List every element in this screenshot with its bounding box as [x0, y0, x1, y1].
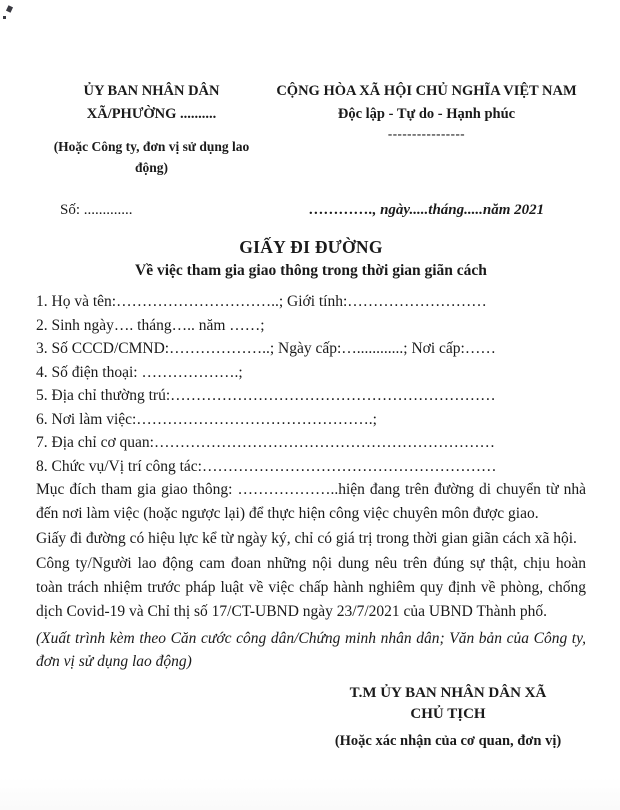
- commitment-paragraph: Công ty/Người lao động cam đoan những nội dung nêu trên đúng sự thật, chịu hoàn toàn trách nhiệm trước pháp luật về việc chấp hành nghiêm quy định về phòng, chống dịch Covid-19 và Chỉ thị số 17/CT-UBND ngày 23/7/2021 của UBND Thành phố.: [36, 555, 586, 620]
- field-office-address: 7. Địa chỉ cơ quan:…………………………………………………………: [36, 434, 495, 451]
- document-meta-row: [36, 202, 586, 219]
- document-date: …………., ngày.....tháng.....năm 2021: [308, 202, 545, 218]
- scan-ink-speck: [3, 16, 6, 19]
- purpose-paragraph: Mục đích tham gia giao thông: ………………..hiện đang trên đường di chuyển từ nhà đến nơi làm việc (hoặc ngược lại) để thực hiện công việc chuyên môn được giao.: [36, 481, 586, 522]
- field-position: 8. Chức vụ/Vị trí công tác:…………………………………………………: [36, 457, 497, 475]
- document-subtitle: Về việc tham gia giao thông trong thời gian giãn cách: [135, 262, 487, 279]
- document-number: Số: .............: [60, 202, 133, 218]
- presentation-note: (Xuất trình kèm theo Căn cước công dân/Chứng minh nhân dân; Văn bản của Công ty, đơn vị sử dụng lao động): [36, 630, 586, 670]
- validity-paragraph: Giấy đi đường có hiệu lực kể từ ngày ký, chỉ có giá trị trong thời gian giãn cách xã hội.: [36, 530, 577, 547]
- issuing-authority-line2: XÃ/PHƯỜNG ..........: [86, 106, 217, 122]
- form-fields: [36, 290, 586, 478]
- field-id-number: 3. Số CCCD/CMND:………………..; Ngày cấp:…............; Nơi cấp:……: [36, 340, 496, 357]
- signature-note: (Hoặc xác nhận của cơ quan, đơn vị): [334, 733, 562, 749]
- field-permanent-address: 5. Địa chỉ thường trú:………………………………………………………: [36, 387, 496, 404]
- field-phone: 4. Số điện thoại: ……………….;: [36, 363, 243, 381]
- national-header-block: [267, 80, 586, 178]
- document-title: GIẤY ĐI ĐƯỜNG: [239, 237, 383, 257]
- document-header: [36, 80, 586, 178]
- signature-org: T.M ỦY BAN NHÂN DÂN XÃ: [349, 685, 547, 701]
- signature-role: CHỦ TỊCH: [410, 706, 486, 722]
- issuing-authority-block: [36, 80, 267, 178]
- issuing-authority-note: (Hoặc Công ty, đơn vị sử dụng lao động): [53, 139, 250, 175]
- issuing-authority-line1: ỦY BAN NHÂN DÂN: [83, 83, 220, 99]
- motto-divider: ----------------: [387, 126, 466, 141]
- scan-ink-speck: [6, 5, 13, 13]
- field-full-name: 1. Họ và tên:…………………………..; Giới tính:………………………: [36, 293, 487, 310]
- signature-block: [288, 683, 608, 751]
- national-title: CỘNG HÒA XÃ HỘI CHỦ NGHĨA VIỆT NAM: [276, 83, 577, 99]
- national-motto: Độc lập - Tự do - Hạnh phúc: [337, 106, 516, 122]
- field-workplace: 6. Nơi làm việc:……………………………………….;: [36, 410, 377, 428]
- field-birth-date: 2. Sinh ngày…. tháng….. năm ……;: [36, 316, 265, 334]
